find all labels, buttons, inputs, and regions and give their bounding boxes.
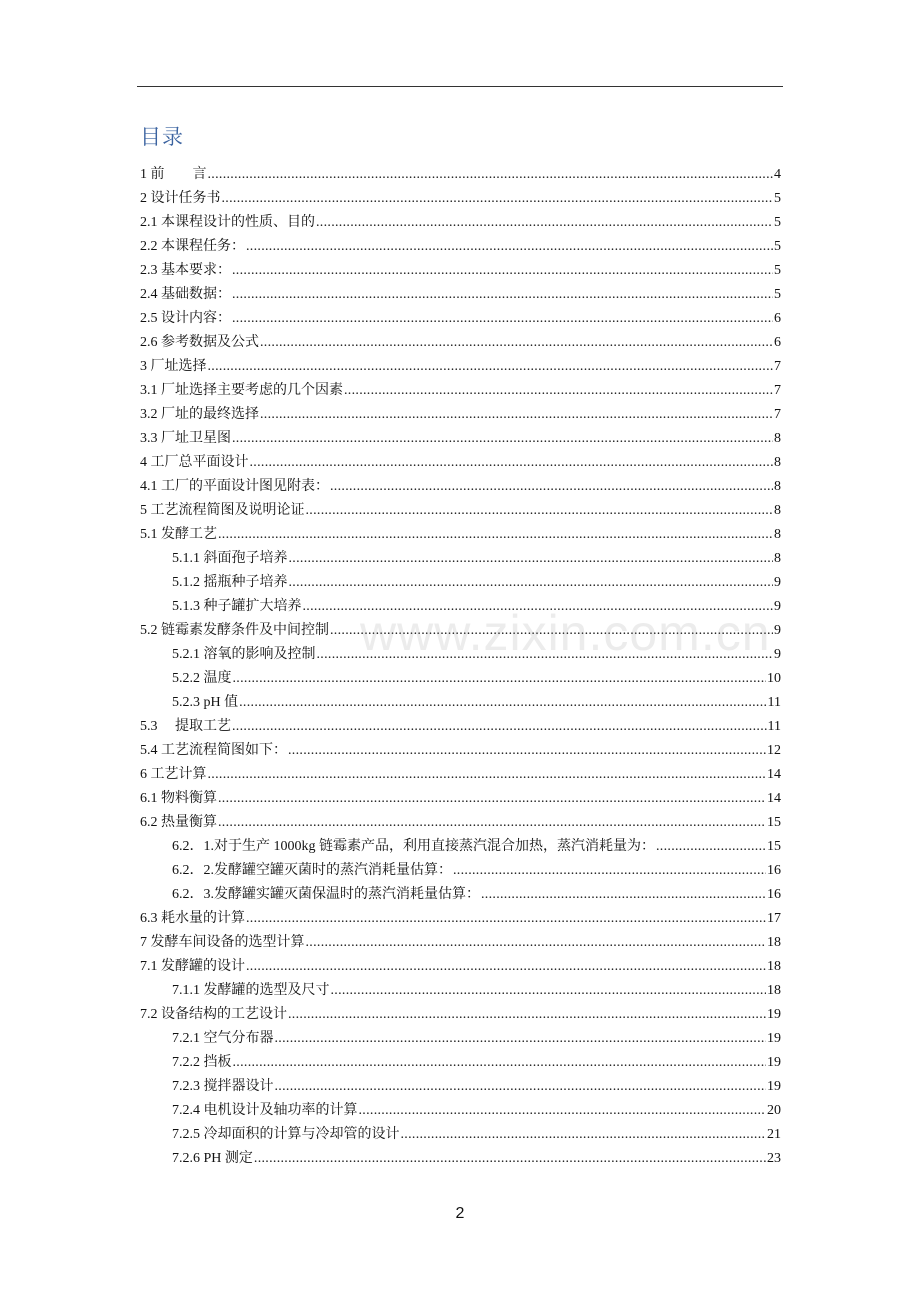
- toc-entry-label: 6.2．2.发酵罐空罐灭菌时的蒸汽消耗量估算：: [172, 863, 452, 878]
- toc-entry[interactable]: [140, 595, 781, 619]
- dot-leader: [232, 259, 773, 283]
- toc-entry-page: 19: [767, 1079, 781, 1094]
- dot-leader: [330, 475, 773, 499]
- toc-entry[interactable]: [140, 619, 781, 643]
- dot-leader: [306, 499, 774, 523]
- dot-leader: [246, 907, 766, 931]
- toc-entry-page: 21: [767, 1127, 781, 1142]
- toc-entry-page: 7: [774, 359, 781, 374]
- toc-entry[interactable]: [140, 499, 781, 523]
- dot-leader: [222, 187, 774, 211]
- toc-entry[interactable]: [140, 235, 781, 259]
- dot-leader: [218, 787, 766, 811]
- toc-entry-page: 20: [767, 1103, 781, 1118]
- toc-entry-page: 7: [774, 407, 781, 422]
- toc-entry[interactable]: [140, 1075, 781, 1099]
- toc-entry[interactable]: [140, 1147, 781, 1171]
- toc-entry[interactable]: [140, 355, 781, 379]
- toc-entry[interactable]: [140, 643, 781, 667]
- toc-entry-label: 5.3 提取工艺: [140, 719, 231, 734]
- toc-entry-label: 5.2.2 温度: [172, 671, 232, 686]
- toc-entry[interactable]: [140, 955, 781, 979]
- toc-entry-label: 3.2 厂址的最终选择: [140, 407, 259, 422]
- toc-entry-page: 19: [767, 1007, 781, 1022]
- toc-entry-label: 6.2．1.对于生产 1000kg 链霉素产品，利用直接蒸汽混合加热，蒸汽消耗量为：: [172, 839, 655, 854]
- toc-entry-page: 5: [774, 287, 781, 302]
- toc-entry-label: 2.5 设计内容：: [140, 311, 231, 326]
- toc-entry[interactable]: [140, 523, 781, 547]
- toc-entry-label: 3.1 厂址选择主要考虑的几个因素: [140, 383, 343, 398]
- toc-entry[interactable]: [140, 787, 781, 811]
- toc-entry-label: 2.4 基础数据：: [140, 287, 231, 302]
- dot-leader: [481, 883, 766, 907]
- toc-entry-label: 5.1.3 种子罐扩大培养: [172, 599, 302, 614]
- dot-leader: [260, 331, 773, 355]
- dot-leader: [254, 1147, 766, 1171]
- watermark: www.zixin.com.cn: [360, 605, 771, 661]
- dot-leader: [208, 163, 774, 187]
- dot-leader: [359, 1099, 767, 1123]
- toc-entry-page: 5: [774, 239, 781, 254]
- toc-entry-page: 14: [767, 791, 781, 806]
- toc-entry-label: 7.2.6 PH 测定: [172, 1151, 253, 1166]
- toc-entry[interactable]: [140, 547, 781, 571]
- dot-leader: [246, 955, 766, 979]
- dot-leader: [330, 619, 773, 643]
- toc-entry-page: 14: [767, 767, 781, 782]
- toc-entry-page: 8: [774, 527, 781, 542]
- dot-leader: [233, 667, 767, 691]
- toc-entry-label: 7.2.1 空气分布器: [172, 1031, 274, 1046]
- dot-leader: [288, 1003, 766, 1027]
- toc-entry[interactable]: [140, 283, 781, 307]
- toc-entry-page: 18: [767, 935, 781, 950]
- toc-entry[interactable]: [140, 403, 781, 427]
- toc-entry-page: 11: [767, 719, 781, 734]
- dot-leader: [232, 283, 773, 307]
- toc-entry-page: 9: [774, 575, 781, 590]
- toc-entry-label: 5.4 工艺流程简图如下：: [140, 743, 287, 758]
- dot-leader: [453, 859, 766, 883]
- toc-entry-label: 7.2.2 挡板: [172, 1055, 232, 1070]
- dot-leader: [218, 811, 766, 835]
- toc-entry-page: 19: [767, 1031, 781, 1046]
- dot-leader: [232, 427, 773, 451]
- toc-entry[interactable]: [140, 211, 781, 235]
- toc-entry[interactable]: [140, 835, 781, 859]
- toc-entry-page: 6: [774, 311, 781, 326]
- toc-entry-page: 5: [774, 191, 781, 206]
- toc-entry-label: 5.2.1 溶氧的影响及控制: [172, 647, 316, 662]
- toc-entry-page: 7: [774, 383, 781, 398]
- toc-entry-page: 18: [767, 959, 781, 974]
- dot-leader: [208, 355, 774, 379]
- dot-leader: [306, 931, 767, 955]
- toc-entry-label: 7 发酵车间设备的选型计算: [140, 935, 305, 950]
- toc-entry[interactable]: [140, 1051, 781, 1075]
- toc-entry-label: 6.2．3.发酵罐实罐灭菌保温时的蒸汽消耗量估算：: [172, 887, 480, 902]
- toc-entry[interactable]: [140, 163, 781, 187]
- toc-entry-page: 15: [767, 839, 781, 854]
- dot-leader: [208, 763, 767, 787]
- toc-entry-label: 6 工艺计算: [140, 767, 207, 782]
- page-number: 2: [455, 1205, 465, 1222]
- toc-entry-page: 6: [774, 335, 781, 350]
- toc-entry-label: 1 前 言: [140, 167, 207, 182]
- toc-entry[interactable]: [140, 1123, 781, 1147]
- toc-entry[interactable]: [140, 907, 781, 931]
- dot-leader: [239, 691, 766, 715]
- toc-entry-label: 7.1 发酵罐的设计: [140, 959, 245, 974]
- toc-entry-page: 16: [767, 863, 781, 878]
- toc-entry-page: 18: [767, 983, 781, 998]
- dot-leader: [288, 739, 766, 763]
- toc-entry-page: 4: [774, 167, 781, 182]
- toc-entry[interactable]: [140, 691, 781, 715]
- toc-entry-label: 6.2 热量衡算: [140, 815, 217, 830]
- dot-leader: [233, 1051, 767, 1075]
- toc-entry[interactable]: [140, 859, 781, 883]
- toc-entry-page: 19: [767, 1055, 781, 1070]
- toc-entry-label: 2.2 本课程任务：: [140, 239, 245, 254]
- toc-entry[interactable]: [140, 667, 781, 691]
- dot-leader: [275, 1075, 767, 1099]
- dot-leader: [344, 379, 773, 403]
- toc-entry-label: 5.1.2 摇瓶种子培养: [172, 575, 288, 590]
- toc-entry[interactable]: [140, 475, 781, 499]
- toc-entry[interactable]: [140, 739, 781, 763]
- toc-entry-label: 6.3 耗水量的计算: [140, 911, 245, 926]
- table-of-contents: [140, 163, 781, 1171]
- toc-entry[interactable]: [140, 1099, 781, 1123]
- dot-leader: [289, 571, 774, 595]
- toc-entry[interactable]: [140, 331, 781, 355]
- toc-entry[interactable]: [140, 451, 781, 475]
- toc-entry[interactable]: [140, 427, 781, 451]
- dot-leader: [218, 523, 773, 547]
- toc-entry-page: 8: [774, 479, 781, 494]
- toc-entry-label: 6.1 物料衡算: [140, 791, 217, 806]
- toc-entry[interactable]: [140, 1027, 781, 1051]
- toc-entry-page: 23: [767, 1151, 781, 1166]
- toc-entry-page: 10: [767, 671, 781, 686]
- toc-entry-label: 5.1 发酵工艺: [140, 527, 217, 542]
- toc-entry-label: 7.2.5 冷却面积的计算与冷却管的设计: [172, 1127, 400, 1142]
- toc-entry[interactable]: [140, 811, 781, 835]
- toc-entry-label: 3 厂址选择: [140, 359, 207, 374]
- toc-entry[interactable]: [140, 1003, 781, 1027]
- dot-leader: [401, 1123, 767, 1147]
- toc-entry-label: 2 设计任务书: [140, 191, 221, 206]
- toc-entry-page: 8: [774, 503, 781, 518]
- toc-entry-label: 4 工厂总平面设计: [140, 455, 249, 470]
- toc-entry-page: 12: [767, 743, 781, 758]
- toc-entry[interactable]: [140, 763, 781, 787]
- toc-entry-label: 7.2.4 电机设计及轴功率的计算: [172, 1103, 358, 1118]
- toc-entry-page: 5: [774, 263, 781, 278]
- toc-entry-label: 2.3 基本要求：: [140, 263, 231, 278]
- toc-entry[interactable]: [140, 187, 781, 211]
- toc-entry[interactable]: [140, 715, 781, 739]
- toc-entry-label: 3.3 厂址卫星图: [140, 431, 231, 446]
- header-rule: [137, 86, 783, 87]
- toc-entry-page: 8: [774, 551, 781, 566]
- toc-entry-page: 9: [774, 647, 781, 662]
- dot-leader: [232, 715, 767, 739]
- toc-entry-label: 7.1.1 发酵罐的选型及尺寸: [172, 983, 330, 998]
- dot-leader: [303, 595, 774, 619]
- toc-entry-page: 11: [767, 695, 781, 710]
- toc-entry-label: 5 工艺流程简图及说明论证: [140, 503, 305, 518]
- dot-leader: [316, 211, 773, 235]
- dot-leader: [289, 547, 774, 571]
- toc-entry[interactable]: [140, 979, 781, 1003]
- toc-entry-page: 5: [774, 215, 781, 230]
- toc-entry-page: 9: [774, 599, 781, 614]
- toc-entry-label: 2.6 参考数据及公式: [140, 335, 259, 350]
- toc-entry[interactable]: [140, 571, 781, 595]
- toc-entry-label: 7.2 设备结构的工艺设计: [140, 1007, 287, 1022]
- dot-leader: [275, 1027, 767, 1051]
- toc-entry[interactable]: [140, 931, 781, 955]
- toc-entry-label: 2.1 本课程设计的性质、目的: [140, 215, 315, 230]
- toc-title: 目录: [140, 125, 184, 149]
- toc-entry-label: 5.2 链霉素发酵条件及中间控制: [140, 623, 329, 638]
- dot-leader: [250, 451, 774, 475]
- toc-entry-page: 9: [774, 623, 781, 638]
- toc-entry-page: 15: [767, 815, 781, 830]
- dot-leader: [246, 235, 773, 259]
- toc-entry-page: 17: [767, 911, 781, 926]
- dot-leader: [317, 643, 774, 667]
- toc-entry-label: 7.2.3 搅拌器设计: [172, 1079, 274, 1094]
- toc-entry-label: 4.1 工厂的平面设计图见附表：: [140, 479, 329, 494]
- toc-entry[interactable]: [140, 307, 781, 331]
- toc-entry-page: 8: [774, 455, 781, 470]
- toc-entry[interactable]: [140, 379, 781, 403]
- dot-leader: [656, 835, 766, 859]
- toc-entry-label: 5.2.3 pH 值: [172, 695, 239, 710]
- toc-entry-label: 5.1.1 斜面孢子培养: [172, 551, 288, 566]
- toc-entry-page: 8: [774, 431, 781, 446]
- toc-entry[interactable]: [140, 259, 781, 283]
- toc-entry[interactable]: [140, 883, 781, 907]
- dot-leader: [260, 403, 773, 427]
- dot-leader: [331, 979, 767, 1003]
- dot-leader: [232, 307, 773, 331]
- toc-entry-page: 16: [767, 887, 781, 902]
